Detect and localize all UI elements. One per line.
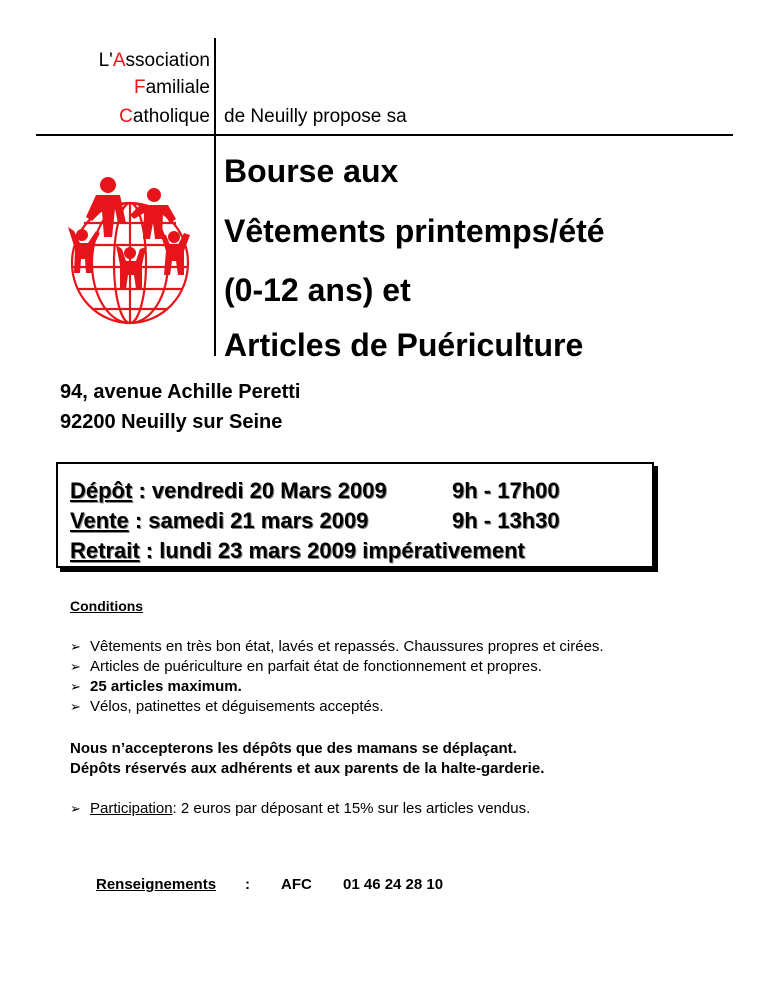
contact-org: AFC: [281, 876, 312, 893]
list-item: ➢ Articles de puériculture en parfait état de fonctionnement et propres.: [70, 658, 542, 675]
list-item: ➢ Vélos, patinettes et déguisements acceptés.: [70, 698, 384, 715]
arrow-bullet-icon: ➢: [70, 679, 81, 694]
org-initial-c: C: [119, 106, 133, 127]
note-line2: Dépôts réservés aux adhérents et aux parents de la halte-garderie.: [70, 760, 545, 777]
vente-label: Vente: [70, 508, 129, 533]
title-line3: (0-12 ans) et: [224, 272, 411, 308]
contact-label: Renseignements: [96, 876, 217, 893]
vente-time: 9h - 13h30: [452, 508, 560, 533]
org-name-line2: Familiale: [133, 77, 210, 98]
horizontal-divider: [36, 134, 733, 136]
org-initial-f: F: [133, 77, 146, 98]
address-street: 94, avenue Achille Peretti: [60, 381, 301, 403]
list-item: ➢ 25 articles maximum.: [70, 678, 242, 695]
address-city: 92200 Neuilly sur Seine: [60, 411, 283, 433]
depot-time: 9h - 17h00: [452, 478, 560, 503]
arrow-bullet-icon: ➢: [70, 699, 81, 714]
contact-colon: :: [245, 876, 250, 893]
title-line4: Articles de Puériculture: [224, 327, 584, 363]
afc-family-globe-logo-icon: [60, 175, 200, 330]
schedule-vente: Vente : samedi 21 mars 2009: [70, 508, 369, 533]
schedule-depot: Dépôt : vendredi 20 Mars 2009: [70, 478, 387, 503]
org-initial-a: A: [112, 50, 126, 71]
conditions-heading: Conditions: [70, 598, 144, 614]
participation-item: ➢ Participation: 2 euros par déposant et 15% sur les articles vendus.: [70, 800, 531, 817]
participation-label: Participation: [90, 800, 173, 817]
list-item: ➢ Vêtements en très bon état, lavés et repassés. Chaussures propres et cirées.: [70, 638, 604, 655]
org-name-line3: Catholique: [119, 106, 210, 127]
retrait-label: Retrait: [70, 538, 140, 563]
schedule-retrait: Retrait : lundi 23 mars 2009 impérativement: [70, 538, 525, 563]
arrow-bullet-icon: ➢: [70, 659, 81, 674]
arrow-bullet-icon: ➢: [70, 639, 81, 654]
title-line1: Bourse aux: [224, 153, 399, 189]
contact-phone: 01 46 24 28 10: [343, 876, 444, 893]
vertical-divider: [214, 38, 216, 356]
org-name-line1: L'Association: [98, 50, 210, 71]
depot-label: Dépôt: [70, 478, 133, 503]
note-line1: Nous n’accepterons les dépôts que des mamans se déplaçant.: [70, 740, 517, 757]
title-line2: Vêtements printemps/été: [224, 213, 605, 249]
arrow-bullet-icon: ➢: [70, 801, 81, 816]
intro-text: de Neuilly propose sa: [224, 106, 407, 127]
